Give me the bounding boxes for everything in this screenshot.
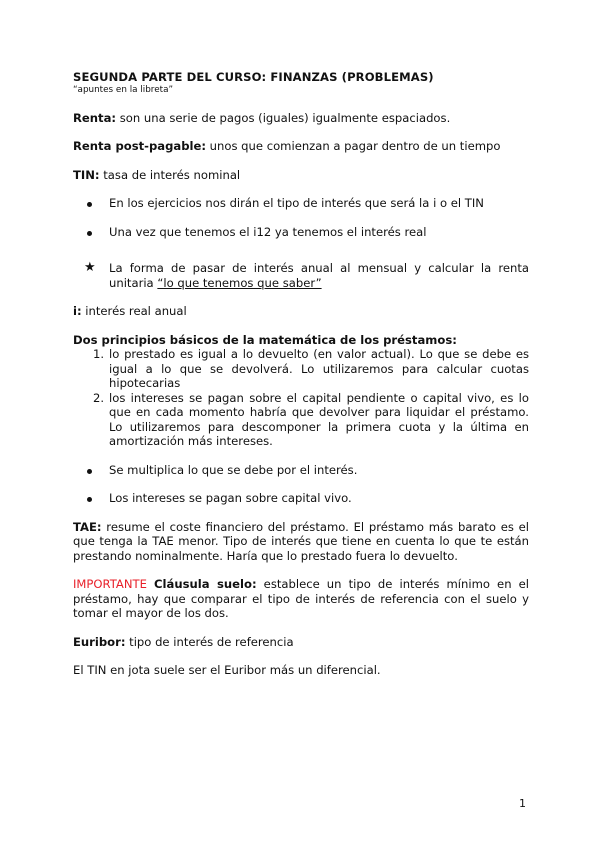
- renta-post-term: Renta post-pagable:: [73, 139, 206, 153]
- i-text: interés real anual: [81, 304, 187, 318]
- list-item: [73, 491, 529, 506]
- bullet-text: Los intereses se pagan sobre capital vivo.: [109, 491, 352, 505]
- tae-term: TAE:: [73, 519, 102, 534]
- renta-text: son una serie de pagos (iguales) igualmente espaciados.: [116, 110, 451, 125]
- document-page: [73, 70, 529, 692]
- bullet-text: Una vez que tenemos el i12 ya tenemos el interés real: [109, 224, 427, 239]
- euribor-definition: [73, 635, 529, 650]
- clausula-text: establece un tipo de interés mínimo en el préstamo, hay que comparar el tipo de interés de referencia con el suelo y tomar el mayor de los dos.: [73, 577, 529, 620]
- list-item: [73, 347, 529, 391]
- list-number: 1.: [93, 347, 105, 361]
- bullet-icon: [87, 202, 92, 207]
- euribor-text: tipo de interés de referencia: [125, 634, 294, 649]
- closing-sentence: El TIN en jota suele ser el Euribor más un diferencial.: [73, 663, 381, 677]
- document-title: SEGUNDA PARTE DEL CURSO: FINANZAS (PROBLEMAS): [73, 70, 434, 84]
- bullet-text: En los ejercicios nos dirán el tipo de interés que será la i o el TIN: [109, 196, 484, 210]
- document-subtitle: “apuntes en la libreta”: [73, 84, 174, 95]
- bullet-icon: [87, 231, 92, 236]
- tae-definition: [73, 520, 529, 564]
- star-icon: ★: [84, 260, 96, 275]
- tin-definition: [73, 168, 529, 183]
- bullet-text: Se multiplica lo que se debe por el interés.: [109, 462, 358, 477]
- clausula-term: Cláusula suelo:: [154, 577, 257, 591]
- renta-post-text: unos que comienzan a pagar dentro de un tiempo: [205, 139, 501, 153]
- list-number: 2.: [93, 390, 105, 405]
- star-underlined-text: “lo que tenemos que saber”: [157, 275, 322, 290]
- euribor-term: Euribor:: [73, 634, 126, 649]
- principles-heading: Dos principios básicos de la matemática de los préstamos:: [73, 332, 457, 347]
- list-text: lo prestado es igual a lo devuelto (en valor actual). Lo que se debe es igual a lo que se devolverá. Lo utilizaremos para calcular cuotas hipotecarias: [109, 347, 529, 390]
- important-flag: IMPORTANTE: [73, 577, 147, 591]
- renta-definition: [73, 111, 529, 126]
- list-item: [73, 225, 529, 240]
- bullet-icon: [87, 497, 92, 502]
- renta-term: Renta:: [73, 110, 117, 125]
- bullet-icon: [87, 469, 92, 474]
- tae-text: resume el coste financiero del préstamo. El préstamo más barato es el que tenga la TAE menor. Tipo de interés que tiene en cuenta lo que te están prestando nominalmente. Haría que lo prestado fuera lo devuelto.: [73, 519, 529, 563]
- list-item: [73, 463, 529, 478]
- star-text: La forma de pasar de interés anual al mensual y calcular la renta unitaria: [109, 261, 529, 290]
- i-term: i:: [73, 304, 82, 318]
- star-item: [73, 261, 529, 290]
- principles-list: [73, 347, 529, 449]
- list-item: [73, 196, 529, 211]
- page-number: 1: [519, 797, 526, 810]
- tin-text: tasa de interés nominal: [99, 167, 241, 182]
- clausula-definition: [73, 577, 529, 621]
- i-definition: [73, 304, 529, 319]
- list-text: los intereses se pagan sobre el capital pendiente o capital vivo, es lo que en cada momento habría que devolver para liquidar el préstamo. Lo utilizaremos para descomponer la primera cuota y la última en amortización más intereses.: [109, 390, 529, 448]
- list-item: [73, 391, 529, 449]
- renta-post-definition: [73, 139, 529, 154]
- tin-term: TIN:: [73, 167, 100, 182]
